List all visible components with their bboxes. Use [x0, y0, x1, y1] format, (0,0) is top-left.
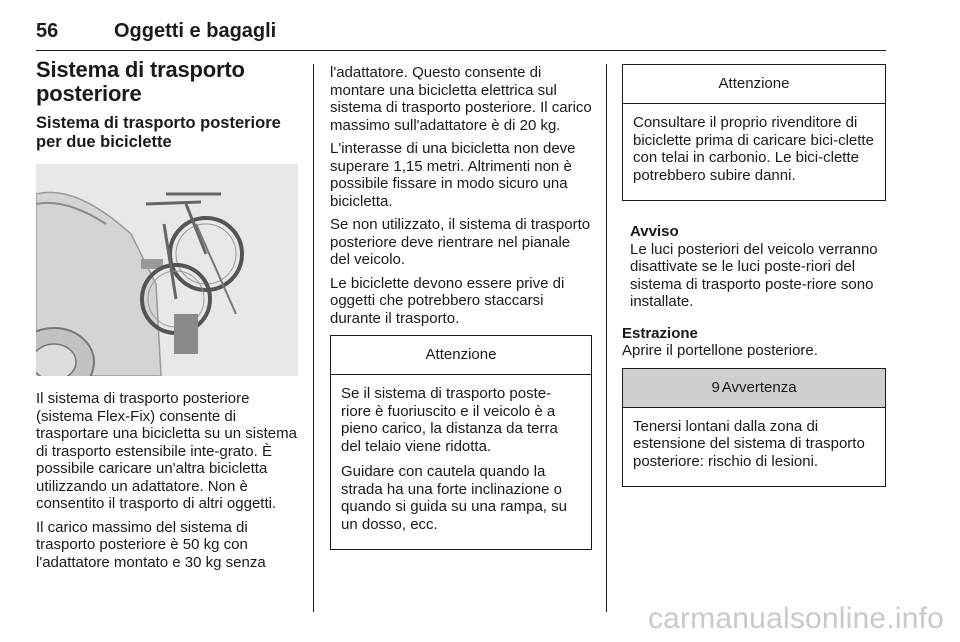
column-1 [36, 58, 298, 577]
page-header [36, 18, 886, 51]
paragraph: Le biciclette devono essere prive di oggetti che potrebbero staccarsi durante il trasporto. [330, 274, 565, 327]
caution-title: Attenzione [331, 336, 591, 375]
column-3 [622, 64, 886, 497]
notice-text: Le luci posteriori del veicolo verranno disattivate se le luci poste-riori del sistema di trasporto poste-riore sono installate. [630, 240, 878, 310]
notice-block [622, 211, 886, 319]
paragraph: L'interasse di una bicicletta non deve superare 1,15 metri. Altrimenti non è possibile fissare in modo sicuro una bicicletta. [330, 140, 576, 210]
chapter-title: Oggetti e bagagli [114, 20, 277, 42]
column-divider [606, 64, 607, 612]
bike-carrier-illustration [36, 164, 298, 376]
caution-body [331, 375, 591, 549]
paragraph: Se non utilizzato, il sistema di trasporto posteriore deve rientrare nel pianale del veicolo. [330, 216, 591, 268]
warning-body [623, 408, 885, 487]
paragraph: Tenersi lontani dalla zona di estensione del sistema di trasporto posteriore: rischio di lesioni. [633, 417, 865, 470]
paragraph: l'adattatore. Questo consente di montare una bicicletta elettrica sul sistema di trasporto posteriore. Il carico massimo sull'adattatore è di 20 kg. [330, 64, 592, 134]
notice-title: Avviso [630, 223, 679, 240]
column-2 [330, 64, 592, 560]
paragraph: Consultare il proprio rivenditore di biciclette prima di caricare bici-clette con telai in carbonio. Le bici-clette potrebbero subire danni. [633, 114, 874, 184]
paragraph: Il carico massimo del sistema di trasporto posteriore è 50 kg con l'adattatore montato e 30 kg senza [36, 518, 266, 571]
warning-title-text: Avvertenza [721, 378, 797, 396]
warning-symbol-icon: 9 [711, 378, 720, 396]
caution-title: Attenzione [623, 65, 885, 104]
bike-carrier-drawing [36, 164, 298, 376]
warning-box [622, 368, 886, 488]
section-title: Sistema di trasporto posteriore [36, 57, 245, 106]
watermark: carmanualsonline.info [647, 602, 944, 635]
column-divider [313, 64, 314, 612]
warning-title [623, 369, 885, 408]
paragraph: Se il sistema di trasporto poste-riore è fuoriuscito e il veicolo è a pieno carico, la distanza da terra del telaio viene ridotta. [341, 385, 558, 455]
page-number: 56 [36, 20, 59, 42]
subheading: Estrazione [622, 324, 698, 342]
caution-box [330, 335, 592, 550]
paragraph: Aprire il portellone posteriore. [622, 342, 818, 359]
paragraph: Il sistema di trasporto posteriore (sistema Flex-Fix) consente di trasportare una bicicletta su un sistema di trasporto estensibile inte-grato. È possibile caricare un'altra bicicletta utilizzando un adattatore. Non è consentito il trasporto di altri oggetti. [36, 390, 297, 512]
caution-body [623, 104, 885, 200]
caution-box [622, 64, 886, 201]
section-subtitle: Sistema di trasporto posteriore per due biciclette [36, 114, 281, 151]
paragraph: Guidare con cautela quando la strada ha una forte inclinazione o quando si guida su una rampa, su un dosso, ecc. [341, 463, 567, 533]
